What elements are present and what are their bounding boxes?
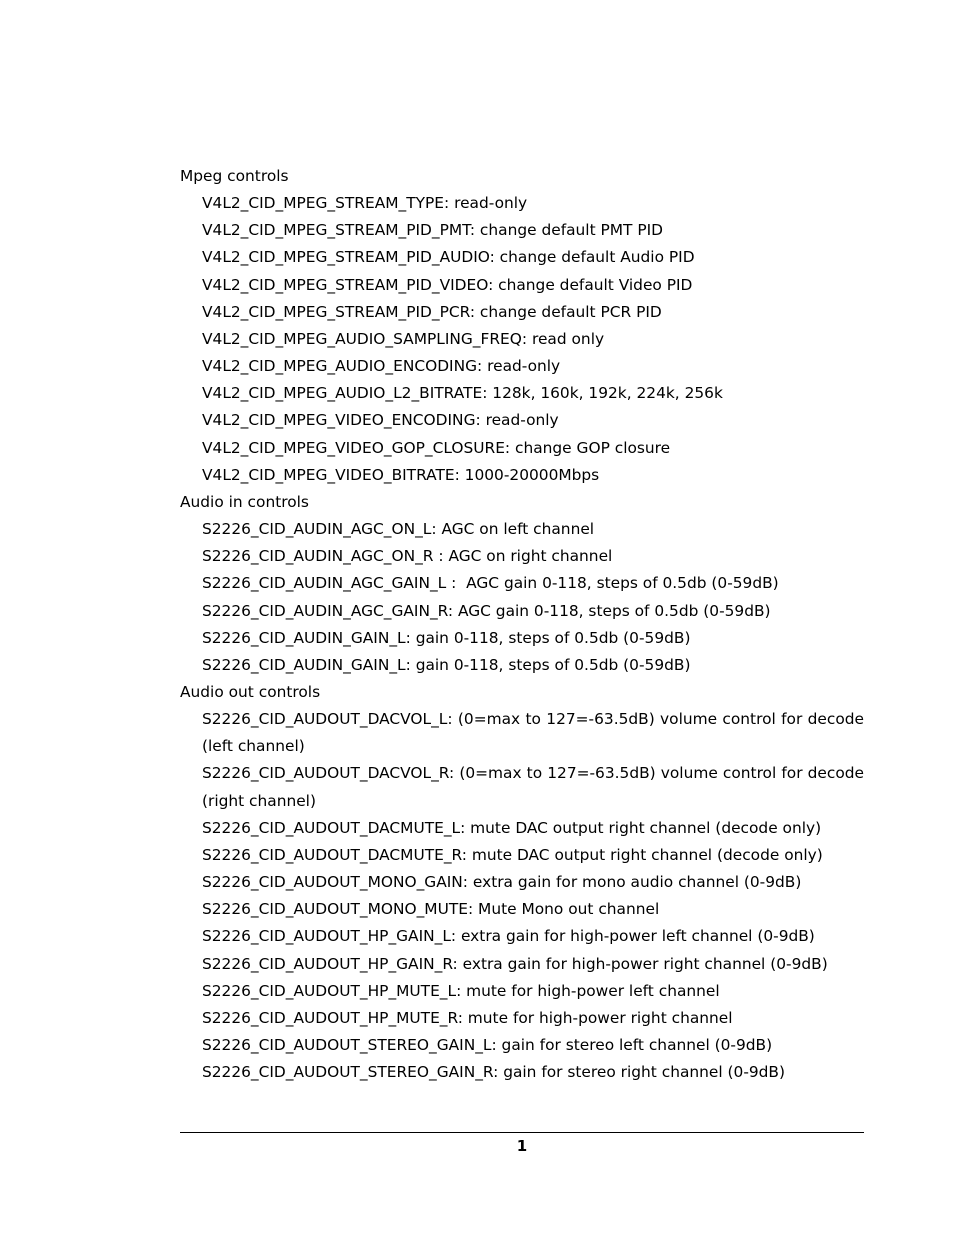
- section-mpeg-controls: [180, 163, 864, 489]
- list-item: S2226_CID_AUDIN_AGC_ON_R : AGC on right channel: [202, 547, 613, 566]
- list-item: S2226_CID_AUDIN_AGC_ON_L: AGC on left channel: [202, 520, 595, 539]
- list-item: S2226_CID_AUDIN_GAIN_L: gain 0-118, steps of 0.5db (0-59dB): [202, 655, 691, 674]
- list-item: V4L2_CID_MPEG_STREAM_PID_PMT: change default PMT PID: [202, 221, 664, 240]
- list-item: V4L2_CID_MPEG_VIDEO_ENCODING: read-only: [202, 411, 559, 430]
- list-item: V4L2_CID_MPEG_STREAM_PID_VIDEO: change default Video PID: [202, 275, 693, 294]
- list-item: V4L2_CID_MPEG_AUDIO_SAMPLING_FREQ: read only: [202, 329, 605, 348]
- list-item: S2226_CID_AUDOUT_HP_GAIN_R: extra gain for high-power right channel (0-9dB): [202, 954, 828, 973]
- section-audio-in-controls: [180, 489, 864, 679]
- list-item: V4L2_CID_MPEG_VIDEO_BITRATE: 1000-20000Mbps: [202, 465, 600, 484]
- list-item: S2226_CID_AUDOUT_MONO_MUTE: Mute Mono out channel: [202, 900, 660, 919]
- section-audio-out-controls: [180, 679, 864, 1086]
- page-content: [180, 163, 864, 1086]
- list-item: S2226_CID_AUDOUT_HP_GAIN_L: extra gain for high-power left channel (0-9dB): [202, 927, 815, 946]
- section-heading: Mpeg controls: [180, 167, 289, 185]
- list-item: S2226_CID_AUDOUT_HP_MUTE_L: mute for high-power left channel: [202, 981, 720, 1000]
- list-item: V4L2_CID_MPEG_STREAM_PID_AUDIO: change default Audio PID: [202, 248, 695, 267]
- list-item: V4L2_CID_MPEG_STREAM_TYPE: read-only: [202, 194, 528, 213]
- list-item: S2226_CID_AUDOUT_MONO_GAIN: extra gain for mono audio channel (0-9dB): [202, 873, 802, 892]
- list-item: S2226_CID_AUDIN_AGC_GAIN_R: AGC gain 0-118, steps of 0.5db (0-59dB): [202, 601, 771, 620]
- list-item: V4L2_CID_MPEG_STREAM_PID_PCR: change default PCR PID: [202, 302, 662, 321]
- list-item: S2226_CID_AUDOUT_HP_MUTE_R: mute for high-power right channel: [202, 1008, 733, 1027]
- list-item: V4L2_CID_MPEG_AUDIO_ENCODING: read-only: [202, 357, 561, 376]
- list-item: S2226_CID_AUDIN_GAIN_L: gain 0-118, steps of 0.5db (0-59dB): [202, 628, 691, 647]
- footer-divider: [180, 1132, 864, 1133]
- list-item: S2226_CID_AUDOUT_DACVOL_L: (0=max to 127=-63.5dB) volume control for decode (left channel): [202, 710, 864, 756]
- list-item: S2226_CID_AUDIN_AGC_GAIN_L : AGC gain 0-118, steps of 0.5db (0-59dB): [202, 574, 779, 593]
- list-item: V4L2_CID_MPEG_AUDIO_L2_BITRATE: 128k, 160k, 192k, 224k, 256k: [202, 384, 723, 403]
- list-item: S2226_CID_AUDOUT_DACMUTE_R: mute DAC output right channel (decode only): [202, 845, 823, 864]
- list-item: S2226_CID_AUDOUT_DACVOL_R: (0=max to 127=-63.5dB) volume control for decode (right channel): [202, 764, 864, 810]
- list-item: S2226_CID_AUDOUT_STEREO_GAIN_L: gain for stereo left channel (0-9dB): [202, 1036, 773, 1054]
- list-item: S2226_CID_AUDOUT_DACMUTE_L: mute DAC output right channel (decode only): [202, 818, 822, 837]
- page-number: 1: [516, 1137, 528, 1155]
- section-heading: Audio out controls: [180, 682, 321, 701]
- list-item: V4L2_CID_MPEG_VIDEO_GOP_CLOSURE: change GOP closure: [202, 438, 671, 457]
- list-item: S2226_CID_AUDOUT_STEREO_GAIN_R: gain for stereo right channel (0-9dB): [202, 1063, 785, 1082]
- section-heading: Audio in controls: [180, 492, 309, 511]
